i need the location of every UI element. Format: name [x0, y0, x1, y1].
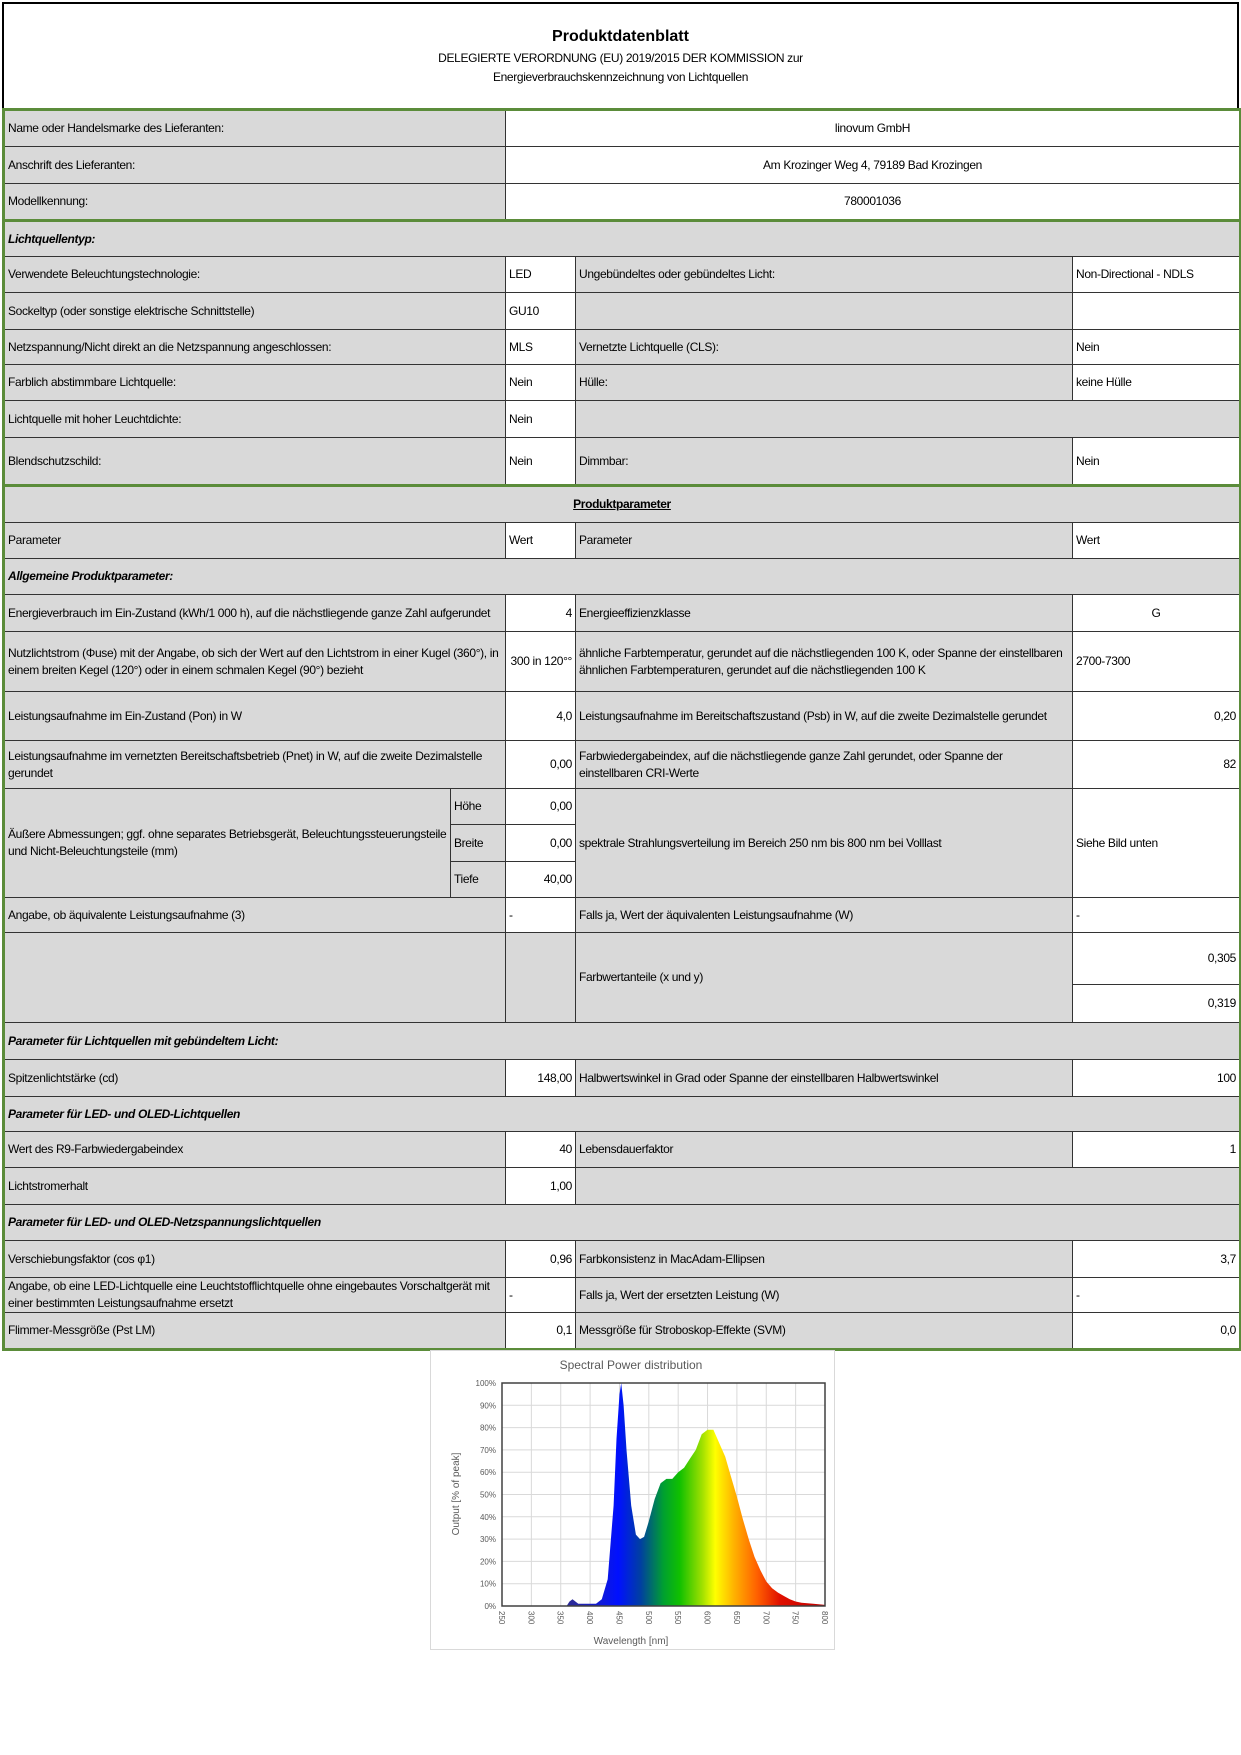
equiv-w-label: Falls ja, Wert der äquivalenten Leistungsaufnahme (W)	[576, 898, 1073, 933]
section-mains-led: Parameter für LED- und OLED-Netzspannungslichtquellen	[4, 1205, 1241, 1241]
x-tick-label: 500	[643, 1611, 653, 1625]
chroma-y-value: 0,319	[1073, 985, 1241, 1023]
beam-value: 100	[1073, 1060, 1241, 1097]
cls-value: Nein	[1073, 330, 1241, 365]
supplier-name-value: linovum GmbH	[506, 110, 1241, 147]
width-label: Breite	[451, 825, 506, 862]
x-tick-label: 250	[497, 1611, 506, 1625]
dimmable-label: Dimmbar:	[576, 438, 1073, 486]
pon-value: 4,0	[506, 692, 576, 741]
chroma-label: Farbwertanteile (x und y)	[576, 933, 1073, 1023]
y-tick-label: 40%	[479, 1512, 496, 1522]
y-tick-label: 90%	[479, 1401, 496, 1411]
maint-label: Lichtstromerhalt	[4, 1168, 506, 1205]
x-tick-label: 700	[761, 1611, 771, 1625]
regulation-subtitle: DELEGIERTE VERORDNUNG (EU) 2019/2015 DER KOMMISSION zur	[438, 51, 803, 65]
spectral-power-chart-svg	[431, 1351, 834, 1649]
directional-label: Ungebündeltes oder gebündeltes Licht:	[576, 257, 1073, 293]
pnet-value: 0,00	[506, 741, 576, 789]
replace-w-value: -	[1073, 1278, 1241, 1313]
x-tick-label: 400	[585, 1611, 595, 1625]
glare-label: Blendschutzschild:	[4, 438, 506, 486]
col-header-parameter: Parameter	[4, 523, 506, 559]
life-label: Lebensdauerfaktor	[576, 1132, 1073, 1168]
supplier-name-label: Name oder Handelsmarke des Lieferanten:	[4, 110, 506, 147]
x-tick-label: 650	[731, 1611, 741, 1625]
y-tick-label: 20%	[479, 1557, 496, 1567]
x-tick-label: 750	[790, 1611, 800, 1625]
x-tick-label: 550	[673, 1611, 683, 1625]
envelope-value: keine Hülle	[1073, 365, 1241, 401]
cct-value: 2700-7300	[1073, 632, 1241, 692]
svm-label: Messgröße für Stroboskop-Effekte (SVM)	[576, 1313, 1073, 1350]
y-tick-label: 100%	[475, 1379, 496, 1388]
replace-value: -	[506, 1278, 576, 1313]
width-value: 0,00	[506, 825, 576, 862]
empty-cell	[1073, 293, 1241, 330]
spd-value: Siehe Bild unten	[1073, 789, 1241, 898]
macadam-value: 3,7	[1073, 1241, 1241, 1278]
highlum-label: Lichtquelle mit hoher Leuchtdichte:	[4, 401, 506, 438]
empty-cell	[576, 1168, 1241, 1205]
flux-label: Nutzlichtstrom (Φuse) mit der Angabe, ob sich der Wert auf den Lichtstrom in einer Kugel (360°), in einem breiten Kegel (120°) oder in einem schmalen Kegel (90°) bezieht	[4, 632, 506, 692]
peak-value: 148,00	[506, 1060, 576, 1097]
psb-value: 0,20	[1073, 692, 1241, 741]
product-datasheet-table	[2, 108, 1241, 1351]
socket-value: GU10	[506, 293, 576, 330]
glare-value: Nein	[506, 438, 576, 486]
energy-label: Energieverbrauch im Ein-Zustand (kWh/1 000 h), auf die nächstliegende ganze Zahl aufgerundet	[4, 595, 506, 632]
equiv-label: Angabe, ob äquivalente Leistungsaufnahme (3)	[4, 898, 506, 933]
envelope-label: Hülle:	[576, 365, 1073, 401]
cos-label: Verschiebungsfaktor (cos φ1)	[4, 1241, 506, 1278]
col-header-parameter-2: Parameter	[576, 523, 1073, 559]
pnet-label: Leistungsaufnahme im vernetzten Bereitschaftsbetrieb (Pnet) in W, auf die zweite Dezimalstelle gerundet	[4, 741, 506, 789]
model-label: Modellkennung:	[4, 184, 506, 221]
flicker-value: 0,1	[506, 1313, 576, 1350]
section-product-parameters: Produktparameter	[4, 486, 1241, 523]
psb-label: Leistungsaufnahme im Bereitschaftszustand (Psb) in W, auf die zweite Dezimalstelle gerundet	[576, 692, 1073, 741]
life-value: 1	[1073, 1132, 1241, 1168]
model-value: 780001036	[506, 184, 1241, 221]
cri-label: Farbwiedergabeindex, auf die nächstliegende ganze Zahl gerundet, oder Spanne der einstellbaren CRI-Werte	[576, 741, 1073, 789]
depth-label: Tiefe	[451, 862, 506, 898]
spectral-power-chart	[430, 1350, 835, 1650]
y-tick-label: 0%	[484, 1602, 496, 1611]
y-tick-label: 80%	[479, 1423, 496, 1433]
col-header-value: Wert	[506, 523, 576, 559]
energy-value: 4	[506, 595, 576, 632]
x-tick-label: 800	[820, 1611, 829, 1625]
section-directional: Parameter für Lichtquellen mit gebündeltem Licht:	[4, 1023, 1241, 1060]
height-label: Höhe	[451, 789, 506, 825]
class-value: G	[1073, 595, 1241, 632]
page-title: Produktdatenblatt	[552, 28, 689, 45]
mains-value: MLS	[506, 330, 576, 365]
empty-cell	[506, 933, 576, 1023]
equiv-w-value: -	[1073, 898, 1241, 933]
regulation-subtitle-2: Energieverbrauchskennzeichnung von Lichtquellen	[492, 70, 749, 84]
col-header-value-2: Wert	[1073, 523, 1241, 559]
y-tick-label: 50%	[479, 1490, 496, 1500]
x-tick-label: 450	[614, 1611, 624, 1625]
peak-label: Spitzenlichtstärke (cd)	[4, 1060, 506, 1097]
y-tick-label: 30%	[479, 1535, 496, 1545]
flux-value: 300 in 120°°	[506, 632, 576, 692]
supplier-address-value: Am Krozinger Weg 4, 79189 Bad Krozingen	[506, 147, 1241, 184]
empty-cell	[576, 293, 1073, 330]
section-general: Allgemeine Produktparameter:	[4, 559, 1241, 595]
macadam-label: Farbkonsistenz in MacAdam-Ellipsen	[576, 1241, 1073, 1278]
tunable-value: Nein	[506, 365, 576, 401]
cls-label: Vernetzte Lichtquelle (CLS):	[576, 330, 1073, 365]
cct-label: ähnliche Farbtemperatur, gerundet auf die nächstliegenden 100 K, oder Spanne der einstellbaren ähnlichen Farbtemperaturen, gerundet auf die nächstliegenden 100 K	[576, 632, 1073, 692]
height-value: 0,00	[506, 789, 576, 825]
chroma-x-value: 0,305	[1073, 933, 1241, 985]
tunable-label: Farblich abstimmbare Lichtquelle:	[4, 365, 506, 401]
supplier-address-label: Anschrift des Lieferanten:	[4, 147, 506, 184]
datasheet-header	[2, 2, 1239, 110]
svm-value: 0,0	[1073, 1313, 1241, 1350]
tech-value: LED	[506, 257, 576, 293]
y-tick-label: 60%	[479, 1468, 496, 1478]
empty-cell	[576, 401, 1241, 438]
beam-label: Halbwertswinkel in Grad oder Spanne der einstellbaren Halbwertswinkel	[576, 1060, 1073, 1097]
y-tick-label: 10%	[479, 1579, 496, 1589]
y-tick-label: 70%	[479, 1445, 496, 1455]
x-tick-label: 350	[555, 1611, 565, 1625]
x-axis-label: Wavelength [nm]	[593, 1636, 669, 1647]
tech-label: Verwendete Beleuchtungstechnologie:	[4, 257, 506, 293]
socket-label: Sockeltyp (oder sonstige elektrische Schnittstelle)	[4, 293, 506, 330]
equiv-value: -	[506, 898, 576, 933]
x-tick-label: 600	[702, 1611, 712, 1625]
spd-label: spektrale Strahlungsverteilung im Bereich 250 nm bis 800 nm bei Volllast	[576, 789, 1073, 898]
y-axis-label: Output [% of peak]	[451, 1452, 462, 1536]
cos-value: 0,96	[506, 1241, 576, 1278]
class-label: Energieeffizienzklasse	[576, 595, 1073, 632]
section-led: Parameter für LED- und OLED-Lichtquellen	[4, 1097, 1241, 1132]
section-lightsource-type: Lichtquellentyp:	[4, 221, 1241, 257]
dims-label: Äußere Abmessungen; ggf. ohne separates Betriebsgerät, Beleuchtungssteuerungsteile und Nicht-Beleuchtungsteile (mm)	[4, 789, 451, 898]
flicker-label: Flimmer-Messgröße (Pst LM)	[4, 1313, 506, 1350]
x-tick-label: 300	[526, 1611, 536, 1625]
r9-value: 40	[506, 1132, 576, 1168]
maint-value: 1,00	[506, 1168, 576, 1205]
highlum-value: Nein	[506, 401, 576, 438]
mains-label: Netzspannung/Nicht direkt an die Netzspannung angeschlossen:	[4, 330, 506, 365]
cri-value: 82	[1073, 741, 1241, 789]
empty-cell	[4, 933, 506, 1023]
chart-title: Spectral Power distribution	[559, 1358, 703, 1372]
pon-label: Leistungsaufnahme im Ein-Zustand (Pon) in W	[4, 692, 506, 741]
replace-label: Angabe, ob eine LED-Lichtquelle eine Leuchtstofflichtquelle ohne eingebautes Vorschaltgerät mit einer bestimmten Leistungsaufnahme ersetzt	[4, 1278, 506, 1313]
depth-value: 40,00	[506, 862, 576, 898]
replace-w-label: Falls ja, Wert der ersetzten Leistung (W)	[576, 1278, 1073, 1313]
dimmable-value: Nein	[1073, 438, 1241, 486]
directional-value: Non-Directional - NDLS	[1073, 257, 1241, 293]
r9-label: Wert des R9-Farbwiedergabeindex	[4, 1132, 506, 1168]
